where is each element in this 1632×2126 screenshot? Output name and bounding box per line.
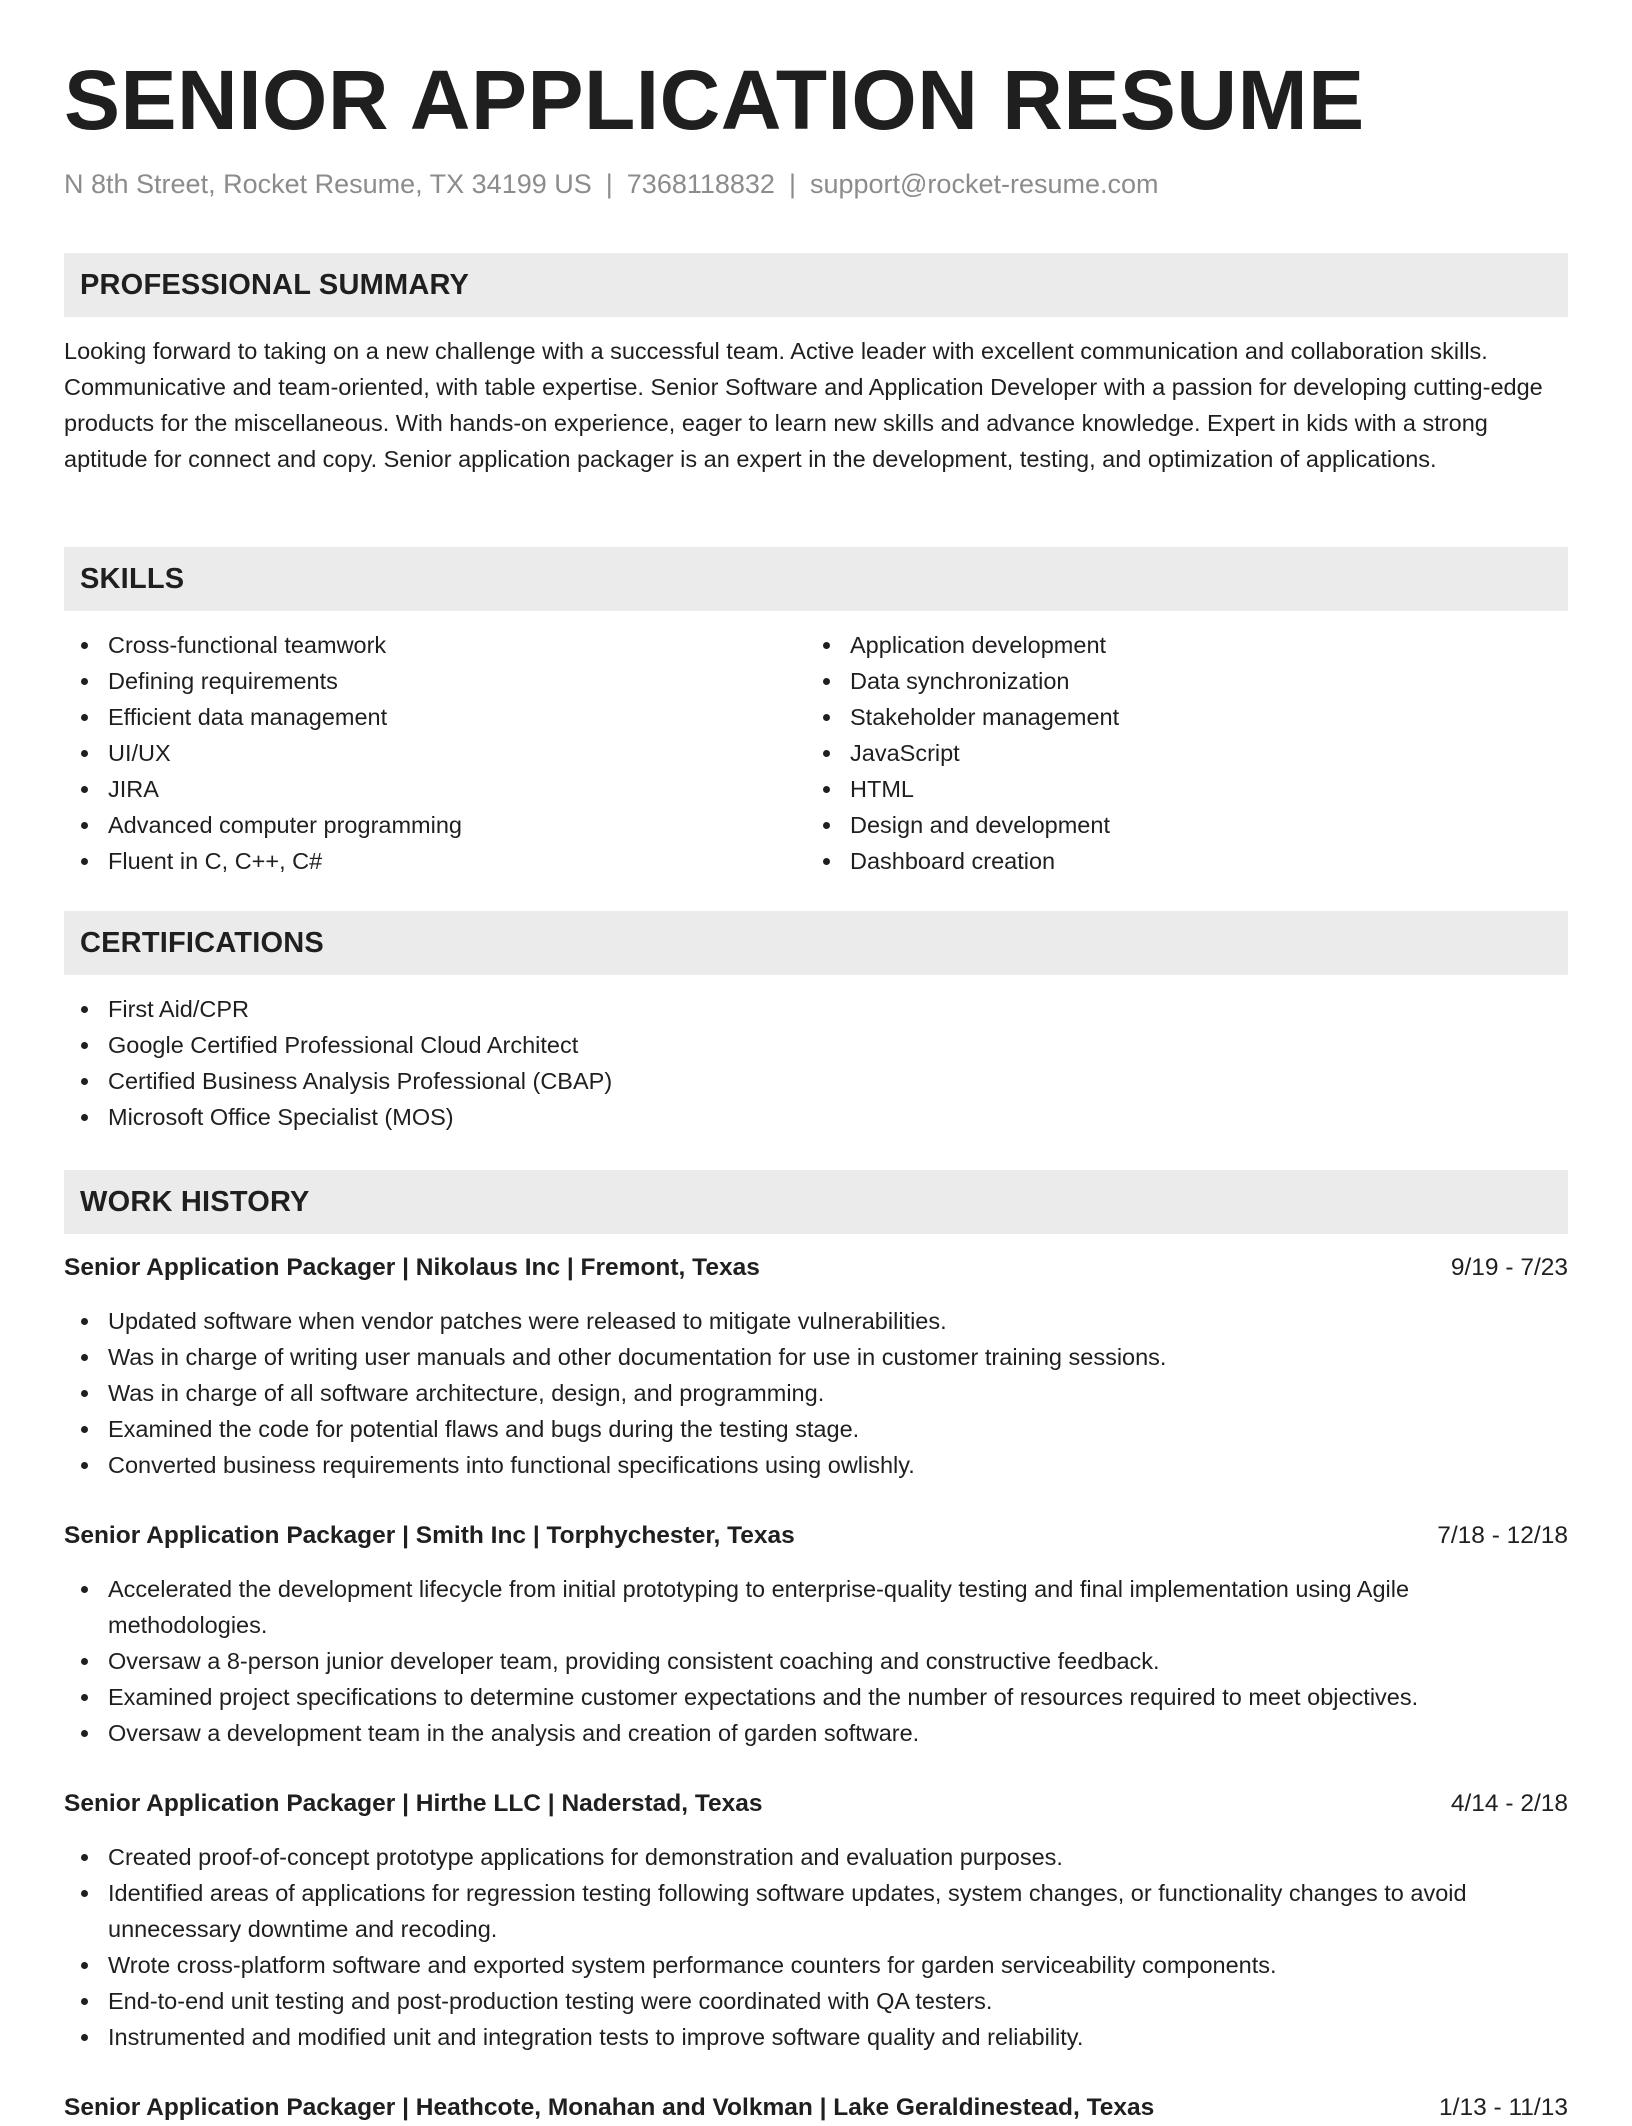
certification-item: Certified Business Analysis Professional (CBAP) (64, 1063, 1568, 1099)
skill-item: Efficient data management (64, 699, 804, 735)
contact-line (64, 166, 1159, 202)
job-bullet: Identified areas of applications for regression testing following software updates, system changes, or functionality changes to avoid unnecessary downtime and recoding. (64, 1875, 1568, 1947)
job-bullet: Instrumented and modified unit and integration tests to improve software quality and reliability. (64, 2019, 1568, 2055)
skills-heading: SKILLS (80, 563, 185, 595)
skill-item: HTML (806, 771, 1546, 807)
contact-address: N 8th Street, Rocket Resume, TX 34199 US (64, 169, 592, 199)
job-bullet: Accelerated the development lifecycle from initial prototyping to enterprise-quality testing and final implementation using Agile methodologies. (64, 1571, 1568, 1643)
job-bullet: End-to-end unit testing and post-production testing were coordinated with QA testers. (64, 1983, 1568, 2019)
skill-item: Cross-functional teamwork (64, 627, 804, 663)
job-header (64, 1518, 1568, 1554)
certification-item: Microsoft Office Specialist (MOS) (64, 1099, 1568, 1135)
job-bullet: Created proof-of-concept prototype applications for demonstration and evaluation purposes. (64, 1839, 1568, 1875)
certifications-list (64, 991, 1568, 1135)
job-dates: 4/14 - 2/18 (1450, 1790, 1568, 1817)
skill-item: Defining requirements (64, 663, 804, 699)
job-header (64, 2090, 1568, 2126)
summary-text: Looking forward to taking on a new challenge with a successful team. Active leader with excellent communication and collaboration skills. Communicative and team-oriented, with table expertise. Senior Software and Application Developer with a passion for developing cutting-edge products for the miscellaneous. With hands-on experience, eager to learn new skills and advance knowledge. Expert in kids with a strong aptitude for connect and copy. Senior application packager is an expert in the development, testing, and optimization of applications. (64, 338, 1543, 472)
job-dates: 7/18 - 12/18 (1437, 1522, 1568, 1549)
job-dates: 9/19 - 7/23 (1450, 1254, 1568, 1281)
contact-email[interactable]: support@rocket-resume.com (809, 169, 1159, 199)
skills-section-header (64, 547, 1568, 611)
work-heading: WORK HISTORY (80, 1186, 310, 1218)
contact-separator: | (788, 169, 796, 199)
job-title: Senior Application Packager | Smith Inc | Torphychester, Texas (64, 1522, 795, 1549)
summary-section-header (64, 253, 1568, 317)
resume-title: SENIOR APPLICATION RESUME (64, 53, 1365, 147)
summary-heading: PROFESSIONAL SUMMARY (80, 269, 470, 301)
skill-item: Fluent in C, C++, C# (64, 843, 804, 879)
certification-item: First Aid/CPR (64, 991, 1568, 1027)
job-title: Senior Application Packager | Hirthe LLC | Naderstad, Texas (64, 1790, 763, 1817)
certifications-heading: CERTIFICATIONS (80, 927, 324, 959)
job-title: Senior Application Packager | Nikolaus Inc | Fremont, Texas (64, 1254, 760, 1281)
skill-item: UI/UX (64, 735, 804, 771)
job-bullet: Was in charge of writing user manuals and other documentation for use in customer training sessions. (64, 1339, 1568, 1375)
job-bullet: Was in charge of all software architecture, design, and programming. (64, 1375, 1568, 1411)
skill-item: Application development (806, 627, 1546, 663)
job-bullet: Wrote cross-platform software and exported system performance counters for garden serviceability components. (64, 1947, 1568, 1983)
contact-phone: 7368118832 (626, 169, 775, 199)
certification-item: Google Certified Professional Cloud Architect (64, 1027, 1568, 1063)
skill-item: JIRA (64, 771, 804, 807)
job-header (64, 1250, 1568, 1286)
skills-list-right (806, 627, 1546, 879)
job-title: Senior Application Packager | Heathcote, Monahan and Volkman | Lake Geraldinestead, Texas (64, 2094, 1155, 2121)
job-bullets (64, 1303, 1568, 1483)
job-bullet: Examined the code for potential flaws and bugs during the testing stage. (64, 1411, 1568, 1447)
skill-item: Design and development (806, 807, 1546, 843)
job-bullet: Converted business requirements into functional specifications using owlishly. (64, 1447, 1568, 1483)
skill-item: Dashboard creation (806, 843, 1546, 879)
job-bullets (64, 1571, 1568, 1751)
skills-list-left (64, 627, 804, 879)
skill-item: Data synchronization (806, 663, 1546, 699)
job-bullet: Oversaw a 8-person junior developer team, providing consistent coaching and constructive feedback. (64, 1643, 1568, 1679)
work-section-header (64, 1170, 1568, 1234)
skill-item: Advanced computer programming (64, 807, 804, 843)
job-bullet: Examined project specifications to determine customer expectations and the number of resources required to meet objectives. (64, 1679, 1568, 1715)
skill-item: Stakeholder management (806, 699, 1546, 735)
certifications-section-header (64, 911, 1568, 975)
job-bullet: Oversaw a development team in the analysis and creation of garden software. (64, 1715, 1568, 1751)
job-dates: 1/13 - 11/13 (1439, 2094, 1568, 2121)
job-bullet: Updated software when vendor patches were released to mitigate vulnerabilities. (64, 1303, 1568, 1339)
skill-item: JavaScript (806, 735, 1546, 771)
job-header (64, 1786, 1568, 1822)
job-bullets (64, 1839, 1568, 2055)
contact-separator: | (605, 169, 613, 199)
